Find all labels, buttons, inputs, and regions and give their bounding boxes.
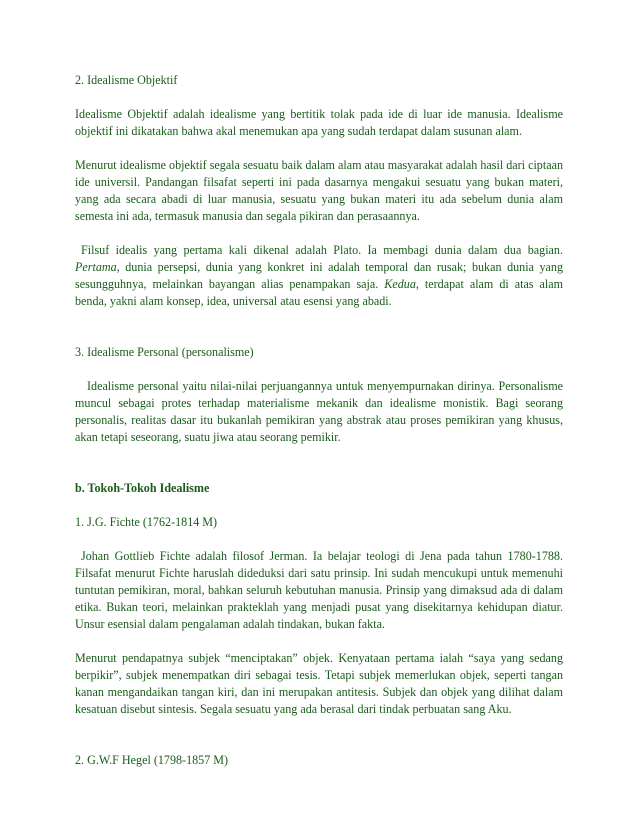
heading-hegel: 2. G.W.F Hegel (1798-1857 M)	[75, 753, 229, 767]
heading-idealisme-objektif: 2. Idealisme Objektif	[75, 73, 178, 87]
heading-fichte: 1. J.G. Fichte (1762-1814 M)	[75, 515, 218, 529]
plato-text-c: terdapat alam di atas alam benda, yakni alam konsep, idea, universal atau esensi yang abadi.	[75, 277, 564, 308]
paragraph-objektif-definition: Idealisme Objektif adalah idealisme yang bertitik tolak pada ide di luar ide manusia. Idealisme objektif ini dikatakan bahwa akal menemukan apa yang sudah terdapat dalam susunan alam.	[75, 107, 563, 138]
plato-pertama: Pertama,	[75, 260, 120, 274]
plato-kedua: Kedua,	[384, 277, 419, 291]
spacer	[75, 327, 563, 344]
paragraph-fichte-bio: Johan Gottlieb Fichte adalah filosof Jerman. Ia belajar teologi di Jena pada tahun 1780-1788. Filsafat menurut Fichte haruslah dideduksi dari satu prinsip. Ini sudah mencukupi untuk memenuhi tuntutan pemikiran, moral, bahkan seluruh kebutuhan manusia. Prinsip yang dimaksud ada di dalam etika. Bukan teori, melainkan prakteklah yang menjadi pusat yang disekitarnya kehidupan diatur. Unsur esensial dalam pengalaman adalah tindakan, bukan fakta.	[75, 549, 563, 631]
paragraph-objektif-universal: Menurut idealisme objektif segala sesuatu baik dalam alam atau masyarakat adalah hasil dari ciptaan ide universil. Pandangan filsafat seperti ini pada dasarnya mengakui sesuatu yang bukan materi, yang ada secara abadi di luar manusia, sesuatu yang bukan materi itu ada sebelum dunia alam semesta ini ada, termasuk manusia dan segala pikiran dan perasaannya.	[75, 158, 563, 223]
paragraph-fichte-subjek: Menurut pendapatnya subjek “menciptakan” objek. Kenyataan pertama ialah “saya yang sedang berpikir”, subjek menempatkan diri sebagai tesis. Tetapi subjek memerlukan objek, seperti tangan kanan mengandaikan tangan kiri, dan ini merupakan antitesis. Subjek dan objek yang dilihat dalam kesatuan disebut sintesis. Segala sesuatu yang ada berasal dari tindak perbuatan sang Aku.	[75, 651, 563, 716]
plato-text-a: Filsuf idealis yang pertama kali dikenal adalah Plato. Ia membagi dunia dalam dua bagian.	[81, 243, 563, 257]
paragraph-personal: Idealisme personal yaitu nilai-nilai perjuangannya untuk menyempurnakan dirinya. Personalisme muncul sebagai protes terhadap materialisme mekanik dan idealisme monistik. Bagi seorang personalis, realitas dasar itu bukanlah pemikiran yang abstrak atau proses pemikiran yang khusus, akan tetapi seseorang, suatu jiwa atau seorang pemikir.	[75, 379, 563, 444]
heading-idealisme-personal: 3. Idealisme Personal (personalisme)	[75, 345, 254, 359]
plato-text-b: dunia persepsi, dunia yang konkret ini adalah temporal dan rusak; bukan dunia yang sesungguhnya, melainkan bayangan alias penampakan saja.	[75, 260, 563, 291]
spacer	[75, 735, 563, 752]
paragraph-objektif-plato	[75, 242, 563, 310]
spacer	[75, 463, 563, 480]
heading-tokoh-idealisme: b. Tokoh-Tokoh Idealisme	[75, 481, 210, 495]
